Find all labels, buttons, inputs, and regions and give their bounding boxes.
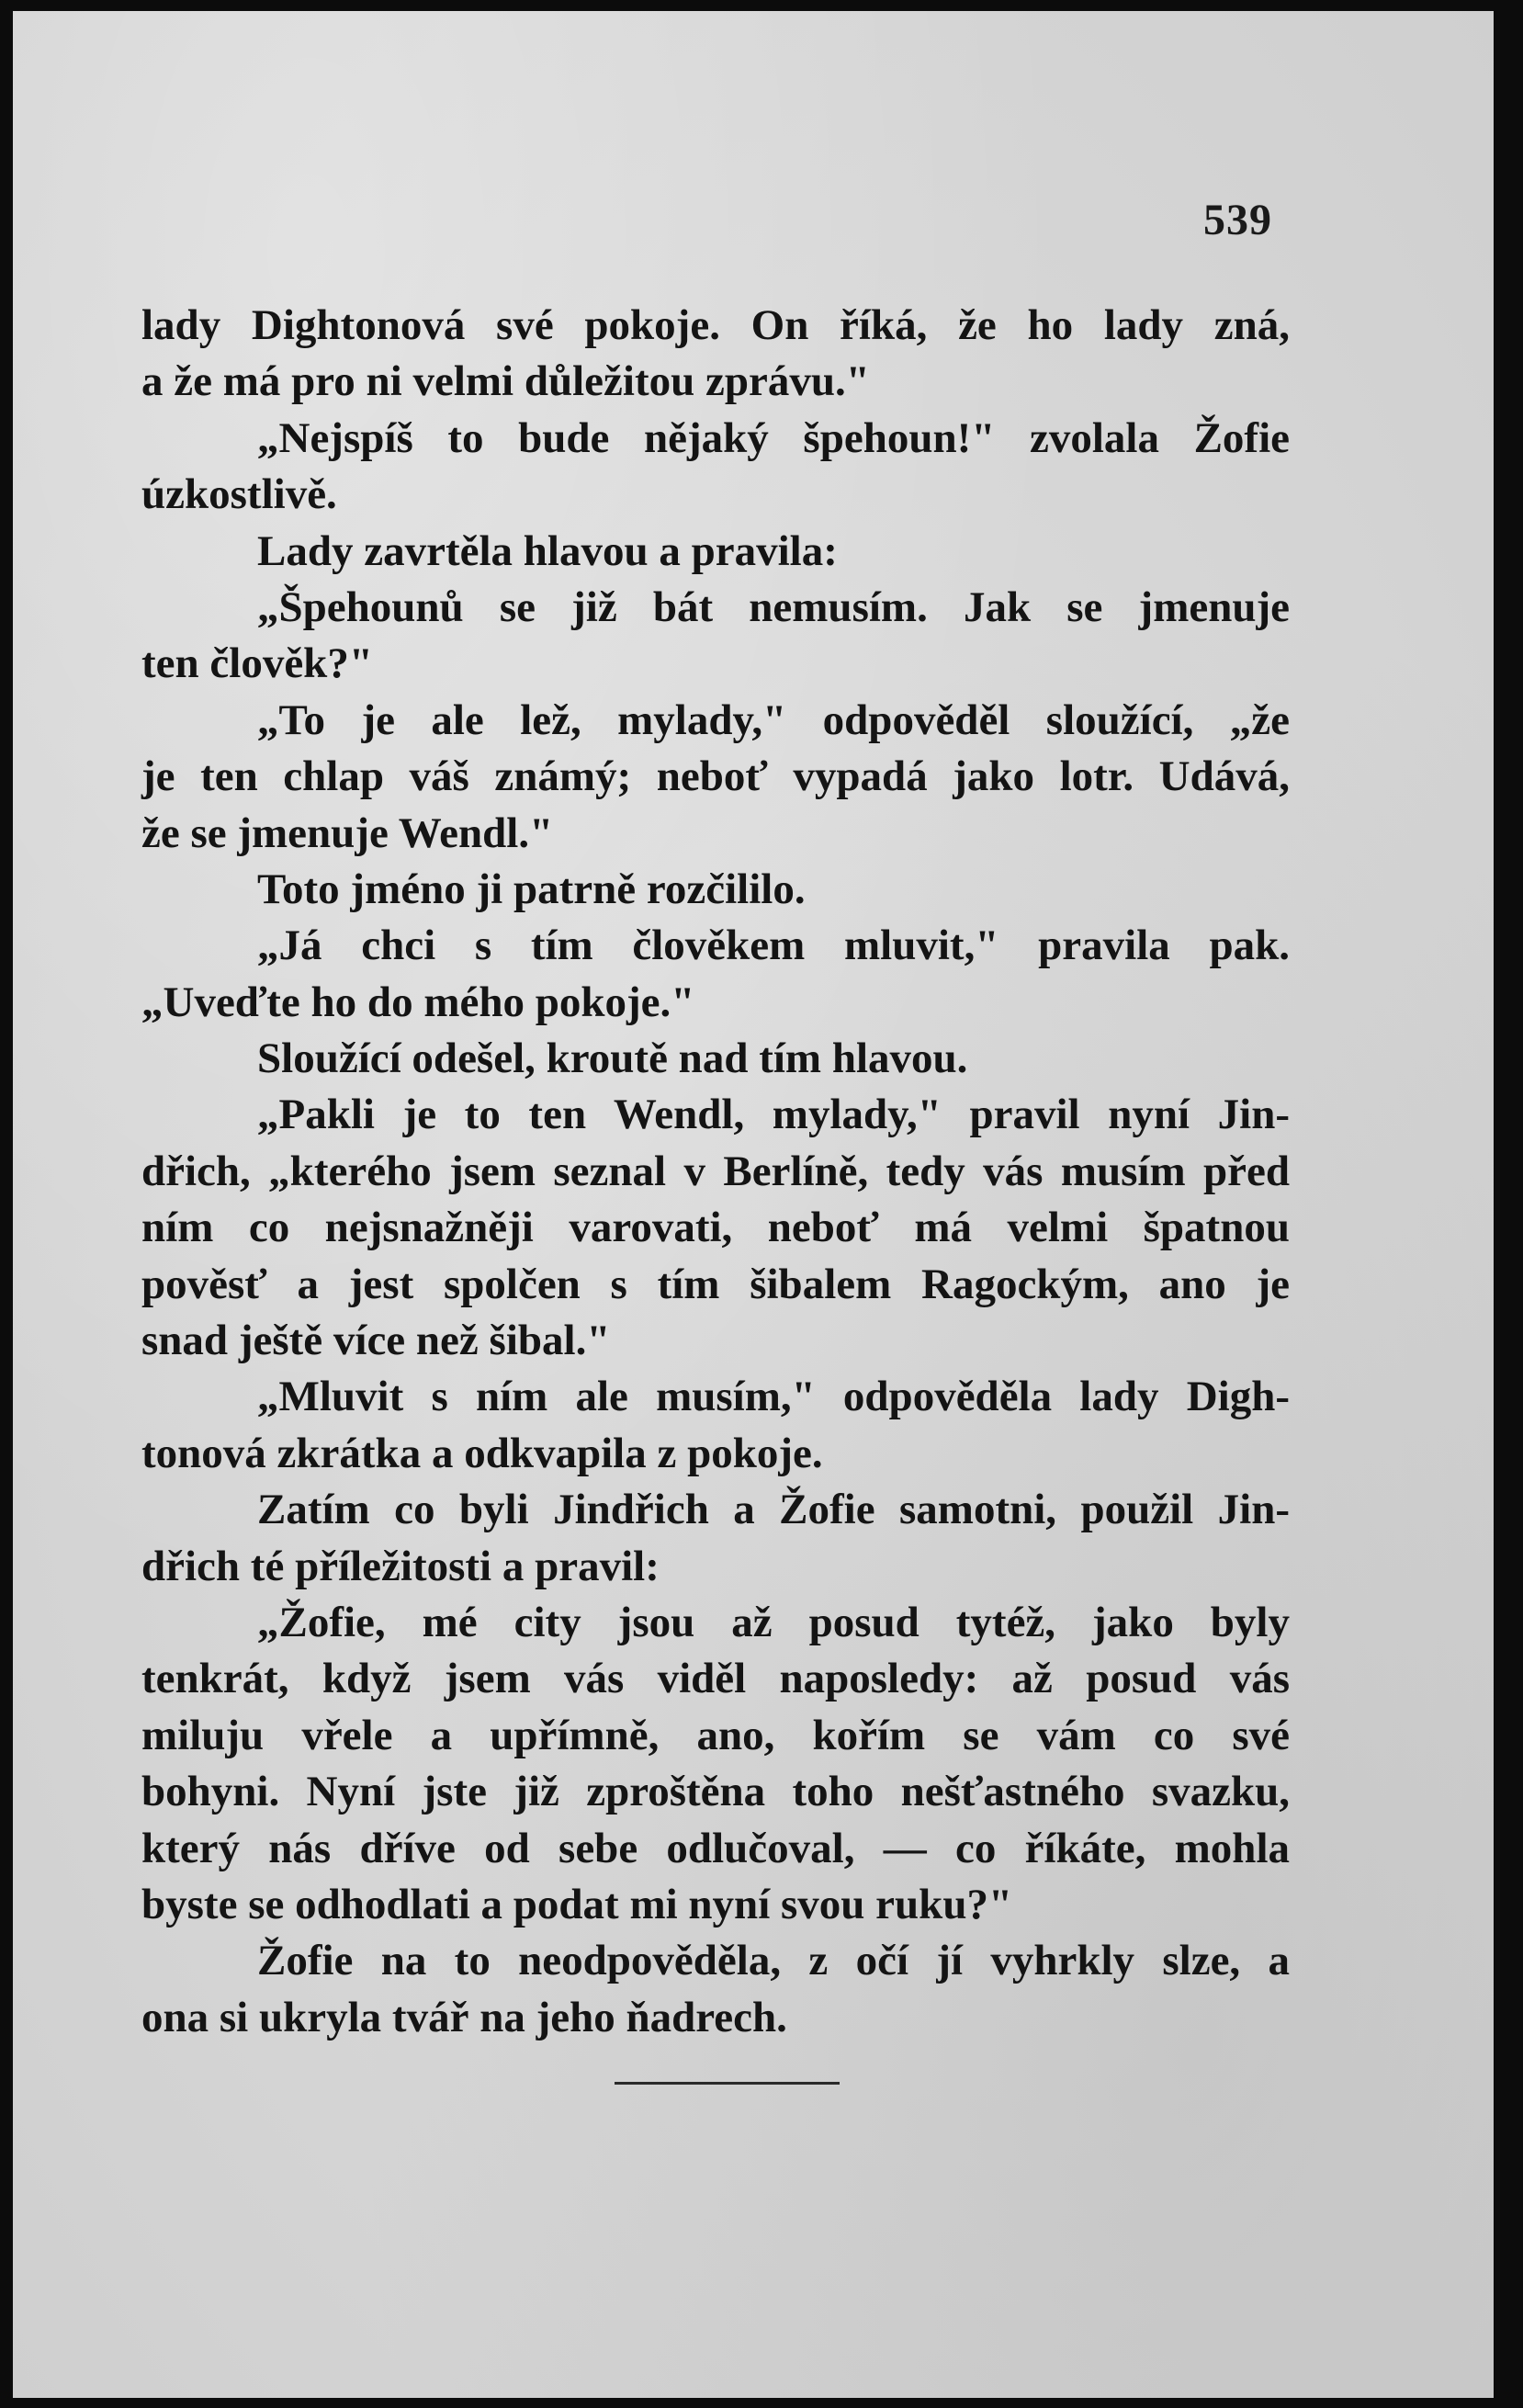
text-line: ten člověk?" xyxy=(141,639,373,688)
text-line: tenkrát, když jsem vás viděl naposledy: až posud vás xyxy=(141,1655,1290,1703)
text-line: který nás dříve od sebe odlučoval, — co říkáte, mohla xyxy=(141,1824,1290,1872)
text-line: Lady zavrtěla hlavou a pravila: xyxy=(257,526,838,575)
text-line: ním co nejsnažněji varovati, neboť má velmi špatnou xyxy=(141,1204,1290,1252)
book-page xyxy=(13,11,1494,2398)
text-line: Sloužící odešel, kroutě nad tím hlavou. xyxy=(257,1034,968,1083)
text-line: a že má pro ni velmi důležitou zprávu." xyxy=(141,357,870,406)
text-line: snad ještě více než šibal." xyxy=(141,1317,611,1365)
text-line: „Nejspíš to bude nějaký špehoun!" zvolala Žofie xyxy=(257,413,1290,462)
text-line: „Uveďte ho do mého pokoje." xyxy=(141,978,695,1026)
text-line: úzkostlivě. xyxy=(141,470,337,519)
text-line: Žofie na to neodpověděla, z očí jí vyhrkly slze, a xyxy=(257,1937,1290,1985)
text-line: byste se odhodlati a podat mi nyní svou ruku?" xyxy=(141,1880,1013,1928)
text-line: „Já chci s tím člověkem mluvit," pravila pak. xyxy=(257,921,1290,970)
text-line: Zatím co byli Jindřich a Žofie samotni, použil Jin- xyxy=(257,1486,1290,1534)
text-line: je ten chlap váš známý; neboť vypadá jako lotr. Udává, xyxy=(141,752,1290,801)
page-number: 539 xyxy=(1203,196,1272,244)
text-line: dřich té příležitosti a pravil: xyxy=(141,1542,660,1590)
text-line: miluju vřele a upřímně, ano, kořím se vám co své xyxy=(141,1711,1290,1759)
text-line: „Špehounů se již bát nemusím. Jak se jmenuje xyxy=(257,582,1290,631)
text-line: „To je ale lež, mylady," odpověděl sloužící, „že xyxy=(257,695,1290,744)
text-line: „Pakli je to ten Wendl, mylady," pravil nyní Jin- xyxy=(257,1091,1290,1139)
text-line: tonová zkrátka a odkvapila z pokoje. xyxy=(141,1429,823,1477)
section-separator-rule xyxy=(615,2082,840,2085)
text-line: lady Dightonová své pokoje. On říká, že ho lady zná, xyxy=(141,301,1290,349)
text-line: „Žofie, mé city jsou až posud tytéž, jako byly xyxy=(257,1598,1290,1646)
text-line: dřich, „kterého jsem seznal v Berlíně, tedy vás musím před xyxy=(141,1147,1290,1195)
text-line: Toto jméno ji patrně rozčililo. xyxy=(257,865,806,913)
text-line: že se jmenuje Wendl." xyxy=(141,808,554,857)
body-text xyxy=(141,298,1290,2046)
text-line: pověsť a jest spolčen s tím šibalem Ragockým, ano je xyxy=(141,1260,1290,1308)
text-line: bohyni. Nyní jste již zproštěna toho nešťastného svazku, xyxy=(141,1768,1290,1816)
text-line: „Mluvit s ním ale musím," odpověděla lady Digh- xyxy=(257,1373,1290,1421)
text-line: ona si ukryla tvář na jeho ňadrech. xyxy=(141,1993,787,2041)
